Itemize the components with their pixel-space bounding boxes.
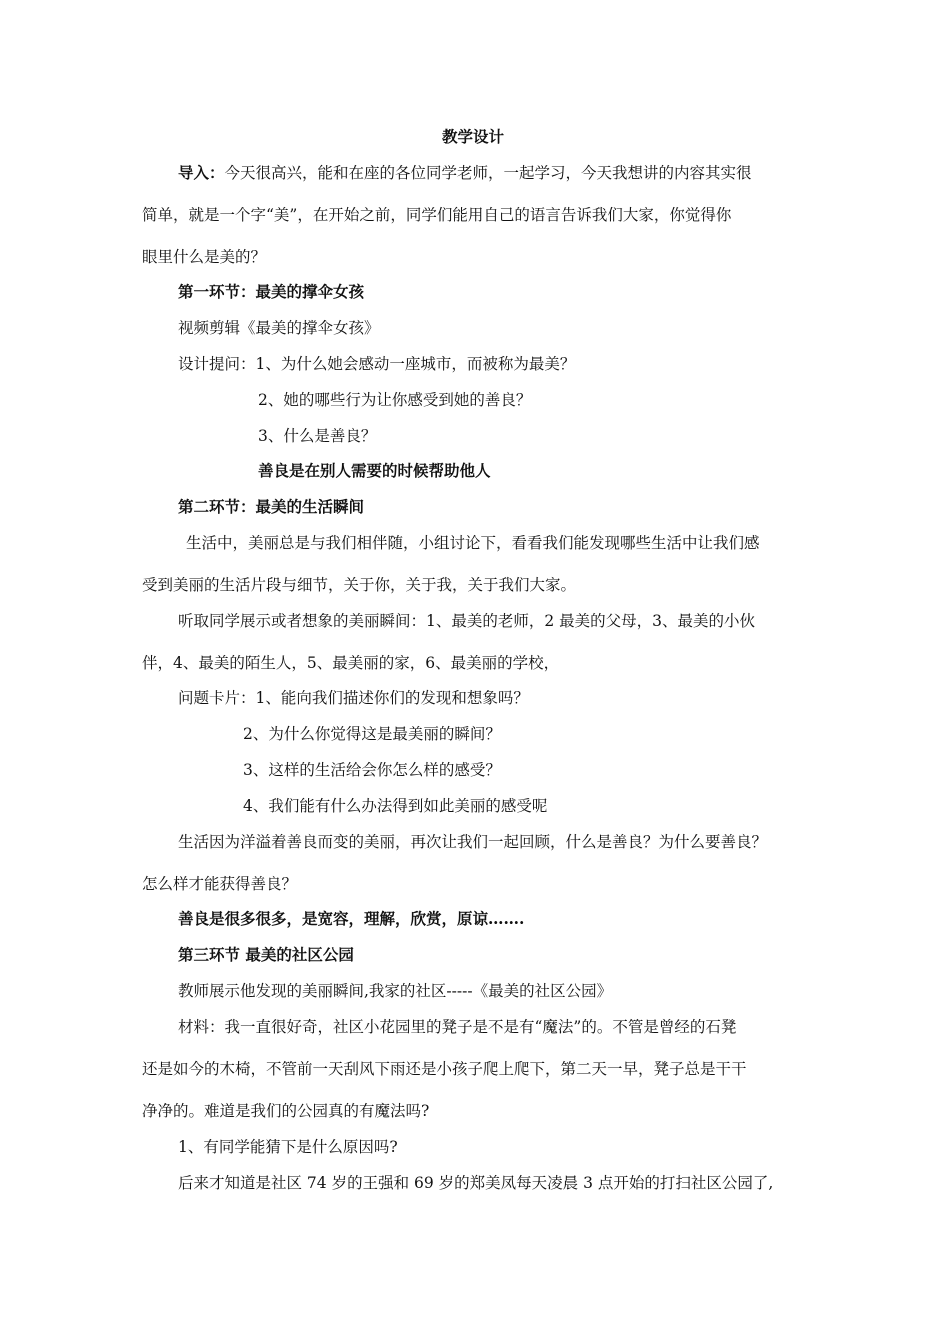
section-3-last-line: 后来才知道是社区 74 岁的王强和 69 岁的郑美凤每天凌晨 3 点开始的打扫社区公园了,: [178, 1174, 774, 1192]
section-1-question-2: 2、她的哪些行为让你感受到她的善良？: [258, 391, 532, 409]
section-2-card-2: 2、为什么你觉得这是最美丽的瞬间？: [243, 725, 501, 743]
section-1-question-3: 3、什么是善良？: [258, 427, 377, 445]
section-3-heading: 第三环节 最美的社区公园: [178, 945, 354, 964]
section-1-video: 视频剪辑《最美的撑伞女孩》: [178, 319, 380, 337]
section-2-para-3-line-2: 怎么样才能获得善良？: [142, 875, 298, 893]
section-2-card-1: [178, 688, 529, 708]
card-label: 问题卡片：: [178, 689, 256, 707]
section-2-para-3-line-1: 生活因为洋溢着善良而变的美丽，再次让我们一起回顾，什么是善良？为什么要善良？: [178, 833, 768, 851]
section-3-material-line-3: 净净的。难道是我们的公园真的有魔法吗?: [142, 1102, 430, 1120]
section-1-answer: 善良是在别人需要的时候帮助他人: [258, 461, 491, 480]
section-1-heading: 第一环节：最美的撑伞女孩: [178, 282, 365, 301]
section-2-para-1-line-1: 生活中，美丽总是与我们相伴随，小组讨论下，看看我们能发现哪些生活中让我们感: [186, 534, 760, 552]
section-2-para-1-line-2: 受到美丽的生活片段与细节，关于你，关于我，关于我们大家。: [142, 576, 577, 594]
section-2-heading: 第二环节：最美的生活瞬间: [178, 497, 365, 516]
card-1-text: 1、能向我们描述你们的发现和想象吗？: [255, 689, 529, 707]
intro-line-2: 简单，就是一个字“美”，在开始之前，同学们能用自己的语言告诉我们大家，你觉得你: [142, 206, 732, 224]
section-2-card-3: 3、这样的生活给会你怎么样的感受？: [243, 761, 501, 779]
intro-label: 导入：: [178, 163, 225, 182]
page-title: 教学设计: [442, 127, 505, 146]
section-3-material-line-2: 还是如今的木椅，不管前一天刮风下雨还是小孩子爬上爬下，第二天一早，凳子总是干干: [142, 1060, 747, 1078]
section-2-para-2-line-1: 听取同学展示或者想象的美丽瞬间：1、最美的老师，2 最美的父母，3、最美的小伙: [178, 612, 756, 630]
intro-text-1: 今天很高兴，能和在座的各位同学老师，一起学习，今天我想讲的内容其实很: [224, 164, 752, 182]
section-3-question-1: 1、有同学能猜下是什么原因吗?: [178, 1138, 398, 1156]
section-1-question-1: [178, 354, 575, 374]
section-2-para-2-line-2: 伴，4、最美的陌生人，5、最美丽的家，6、最美丽的学校，: [142, 654, 560, 672]
section-3-material-line-1: 材料：我一直很好奇，社区小花园里的凳子是不是有“魔法”的。不管是曾经的石凳: [178, 1018, 737, 1036]
section-2-answer: 善良是很多很多，是宽容，理解，欣赏，原谅…….: [178, 909, 525, 928]
question-1-text: 1、为什么她会感动一座城市，而被称为最美？: [255, 355, 576, 373]
intro-line-3: 眼里什么是美的？: [142, 248, 267, 266]
intro-line-1: [178, 163, 752, 183]
section-3-intro: 教师展示他发现的美丽瞬间,我家的社区-----《最美的社区公园》: [178, 982, 613, 1000]
question-label: 设计提问：: [178, 355, 256, 373]
section-2-card-4: 4、我们能有什么办法得到如此美丽的感受呢: [243, 797, 548, 815]
